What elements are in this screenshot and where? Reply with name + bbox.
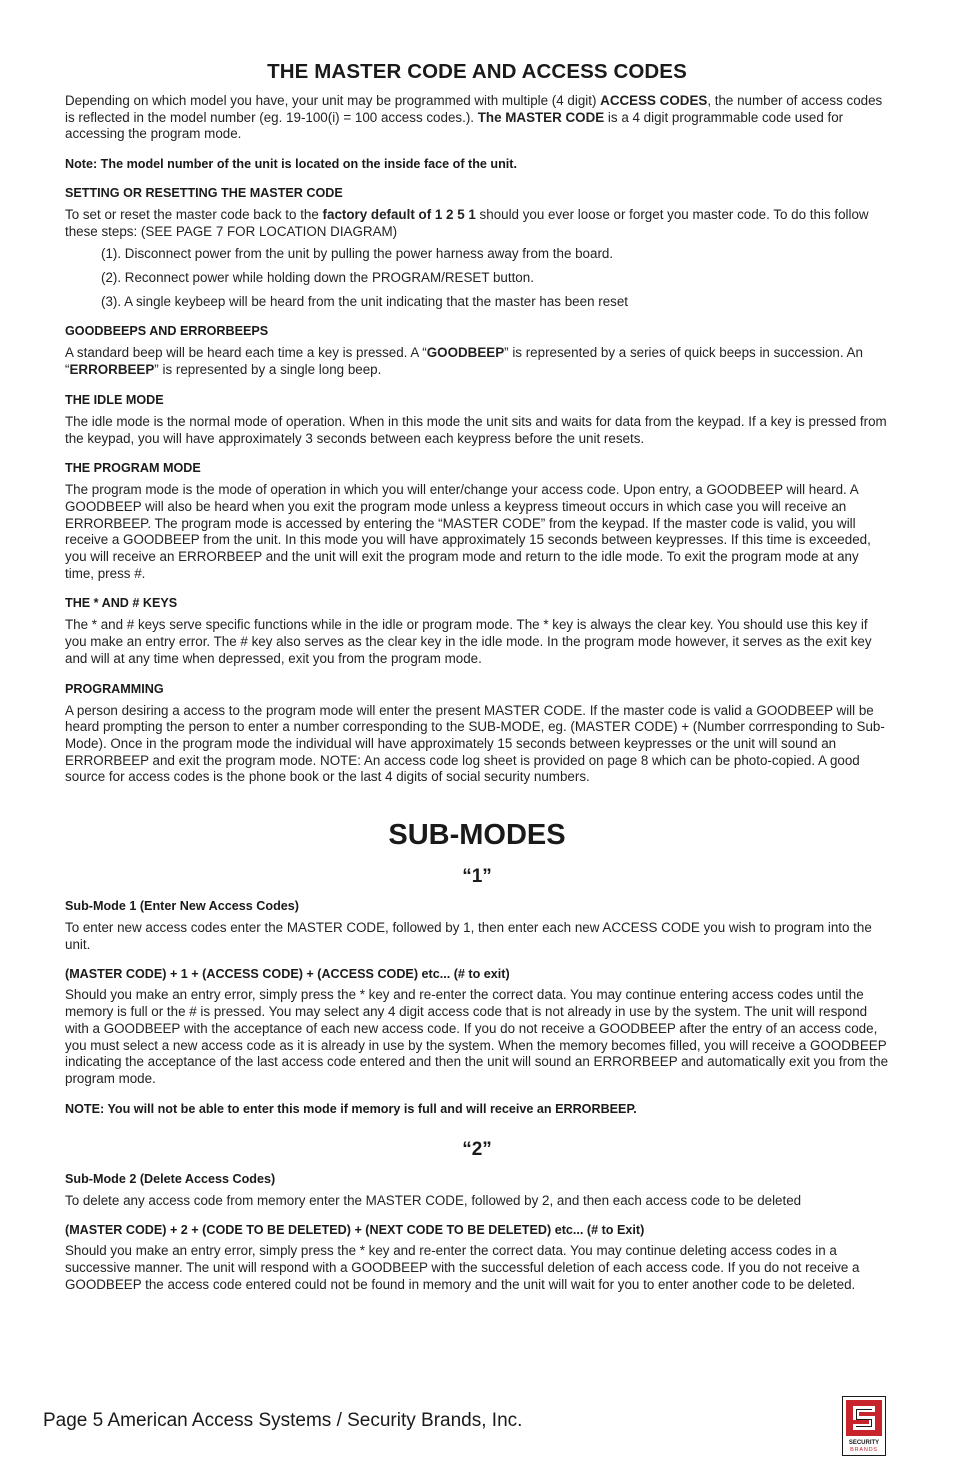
reset-step: (2). Reconnect power while holding down the PROGRAM/RESET button. — [101, 269, 534, 285]
reset-paragraph: To set or reset the master code back to the factory default of 1 2 5 1 should you ever loose or forget you master code. To do this follow these steps: (SEE PAGE 7 FOR LOCATION DIAGRAM) — [65, 207, 869, 239]
submode-2-number: “2” — [462, 1138, 492, 1160]
submode-1-number: “1” — [462, 866, 492, 888]
reset-step: (1). Disconnect power from the unit by pulling the power harness away from the board. — [101, 245, 614, 261]
model-number-note: Note: The model number of the unit is located on the inside face of the unit. — [65, 157, 517, 172]
submode-1-heading: Sub-Mode 1 (Enter New Access Codes) — [65, 899, 299, 914]
idle-mode-paragraph: The idle mode is the normal mode of operation. When in this mode the unit sits and waits for data from the keypad. If a key is pressed from the keypad, you will have approximately 3 seconds between each keypress before the unit resets. — [65, 413, 887, 446]
program-mode-heading: THE PROGRAM MODE — [65, 461, 201, 476]
submode-1-body: Should you make an entry error, simply press the * key and re-enter the correct data. You may continue entering access codes until the memory is full or the # is pressed. You may select any 4 digit access code that is not already in use by the system. The unit will respond with a GOODBEEP with the acceptance of each new access code. If you do not receive a GOODBEEP after the entry of an access code, you must select a new access code as it is already in use by the system. When the memory becomes filled, you will receive a GOODBEEP indicating the acceptance of the last access code entered and then the unit will sound an ERRORBEEP and automatically exit you from the program mode. — [65, 987, 889, 1086]
page-footer: Page 5 American Access Systems / Security Brands, Inc. — [43, 1410, 523, 1431]
reset-steps-list — [65, 246, 889, 311]
access-codes-term: ACCESS CODES — [600, 93, 708, 108]
beeps-heading: GOODBEEPS AND ERRORBEEPS — [65, 324, 269, 339]
page-title: THE MASTER CODE AND ACCESS CODES — [267, 60, 687, 83]
security-brands-logo — [842, 1396, 886, 1456]
intro-paragraph: Depending on which model you have, your unit may be programmed with multiple (4 digit) ACCESS CODES, the number of access codes is reflected in the model number (eg. 19-100(i) = 100 access codes.). The MASTER CODE is a 4 digit programmable code used for accessing the program mode. — [65, 93, 883, 142]
goodbeep-term: GOODBEEP — [426, 345, 505, 361]
beeps-paragraph: A standard beep will be heard each time a key is pressed. A “GOODBEEP” is represented by a series of quick beeps in succession. An “ERRORBEEP” is represented by a single long beep. — [65, 345, 863, 378]
factory-default-term: factory default of 1 2 5 1 — [322, 207, 476, 223]
submode-1-intro: To enter new access codes enter the MASTER CODE, followed by 1, then enter each new ACCESS CODE you wish to program into the unit. — [65, 920, 872, 952]
reset-heading: SETTING OR RESETTING THE MASTER CODE — [65, 186, 343, 201]
program-mode-paragraph: The program mode is the mode of operation in which you will enter/change your access code. Upon entry, a GOODBEEP will heard. A GOODBEEP will also be heard when you exit the program mode unless a keypress timeout occurs in which case you will receive an ERRORBEEP. The program mode is accessed by entering the “MASTER CODE” from the keypad. If the master code is valid, you will receive a GOODBEEP from the unit. In this mode you will have approximately 15 seconds between keypresses. If this time is exceeded, you will receive an ERRORBEEP and the unit will exit the program mode and return to the idle mode. To exit the program mode at any time, press #. — [65, 482, 871, 581]
idle-mode-heading: THE IDLE MODE — [65, 392, 164, 407]
keys-paragraph: The * and # keys serve specific functions while in the idle or program mode. The * key is always the clear key. You should use this key if you make an entry error. The # key also serves as the clear key in the idle mode. In the program mode however, it serves as the exit key and will at any time when depressed, exit you from the program mode. — [65, 617, 872, 666]
master-code-term: The MASTER CODE — [477, 109, 605, 125]
page-content — [65, 60, 889, 1294]
security-brands-logo-icon — [842, 1396, 886, 1456]
submode-1-formula: (MASTER CODE) + 1 + (ACCESS CODE) + (ACCESS CODE) etc... (# to exit) — [65, 967, 510, 982]
submode-1-note: NOTE: You will not be able to enter this mode if memory is full and will receive an ERRORBEEP. — [65, 1101, 637, 1116]
submode-2-body: Should you make an entry error, simply press the * key and re-enter the correct data. You may continue deleting access codes in a successive manner. The unit will respond with a GOODBEEP with the successful deletion of each access code. If you do not receive a GOODBEEP the access code entered could not be found in memory and the unit will wait for you to enter another code to be deleted. — [65, 1243, 860, 1292]
programming-heading: PROGRAMMING — [65, 681, 164, 696]
logo-text-security: SECURITY — [848, 1440, 880, 1446]
reset-step: (3). A single keybeep will be heard from the unit indicating that the master has been reset — [101, 293, 629, 309]
logo-text-brands: BRANDS — [850, 1447, 878, 1453]
submode-2-intro: To delete any access code from memory enter the MASTER CODE, followed by 2, and then each access code to be deleted — [65, 1192, 802, 1208]
submodes-title: SUB-MODES — [388, 819, 566, 852]
keys-heading: THE * AND # KEYS — [65, 596, 178, 611]
errorbeep-term: ERRORBEEP — [69, 362, 155, 378]
submode-2-formula: (MASTER CODE) + 2 + (CODE TO BE DELETED) + (NEXT CODE TO BE DELETED) etc... (# to Exit) — [65, 1223, 645, 1238]
submode-2-heading: Sub-Mode 2 (Delete Access Codes) — [65, 1171, 276, 1186]
programming-paragraph: A person desiring a access to the program mode will enter the present MASTER CODE. If the master code is valid a GOODBEEP will be heard prompting the person to enter a number corresponding to the SUB-MODE, eg. (MASTER CODE) + (Number corrresponding to Sub-Mode). Once in the program mode the individual will have approximately 15 seconds between keypresses or the unit will sound an ERRORBEEP and exit the program mode. NOTE: An access code log sheet is provided on page 8 which can be photo-copied. A good source for access codes is the phone book or the last 4 digits of social security numbers. — [65, 702, 885, 785]
